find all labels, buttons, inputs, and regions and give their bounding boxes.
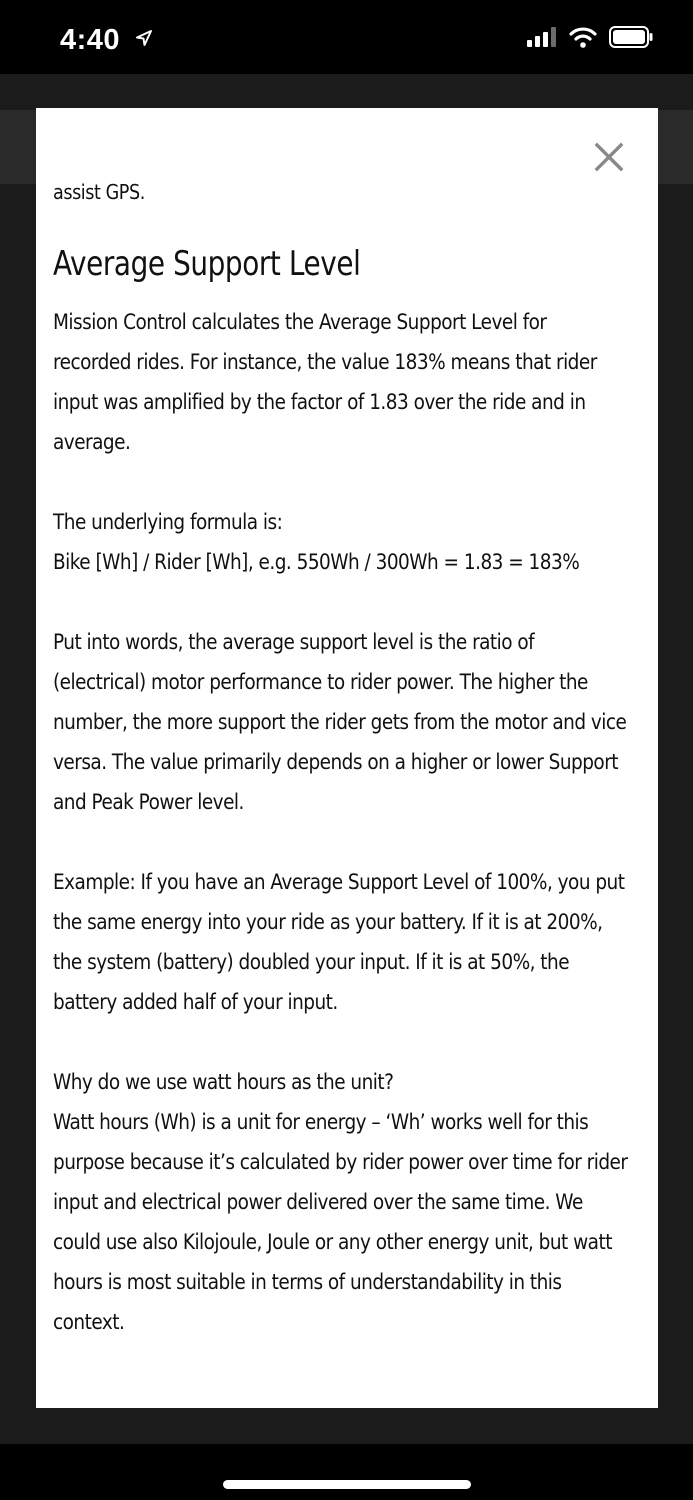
modal-scroll-content[interactable]	[53, 174, 653, 1382]
paragraph-watt-hours: Why do we use watt hours as the unit? Watt hours (Wh) is a unit for energy – ‘Wh’ works well for this purpose because it’s calculated by rider power over time for rider input and electrical power delivered over the same time. We could use also Kilojoule, Joule or any other energy unit, but watt hours is most suitable in terms of understandability in this context.	[53, 1070, 628, 1334]
paragraph-formula: The underlying formula is: Bike [Wh] / Rider [Wh], e.g. 550Wh / 300Wh = 1.83 = 183%	[53, 510, 580, 574]
status-time-text: 4:40	[60, 24, 121, 56]
location-arrow-icon	[135, 22, 153, 55]
status-icons	[527, 26, 653, 53]
section-title: Average Support Level	[53, 244, 361, 284]
info-modal	[36, 108, 658, 1408]
home-indicator[interactable]	[223, 1480, 471, 1489]
clipped-previous-text-value: assist GPS.	[53, 180, 145, 204]
paragraph-example: Example: If you have an Average Support Level of 100%, you put the same energy into your ride as your battery. If it is at 200%, the system (battery) doubled your input. If it is at 50%, the battery added half of your input.	[53, 870, 625, 1014]
paragraph-explanation: Put into words, the average support level is the ratio of (electrical) motor performance to rider power. The higher the number, the more support the rider gets from the motor and vice versa. The value primarily depends on a higher or lower Support and Peak Power level.	[53, 630, 627, 814]
status-time	[60, 22, 153, 57]
status-bar	[0, 0, 693, 74]
wifi-icon	[569, 26, 597, 53]
paragraph-definition: Mission Control calculates the Average Support Level for recorded rides. For instance, the value 183% means that rider input was amplified by the factor of 1.83 over the ride and in average.	[53, 310, 597, 454]
battery-icon	[609, 26, 653, 53]
home-indicator-area	[0, 1444, 693, 1500]
cellular-signal-icon	[527, 27, 557, 52]
clipped-previous-text	[53, 174, 653, 206]
